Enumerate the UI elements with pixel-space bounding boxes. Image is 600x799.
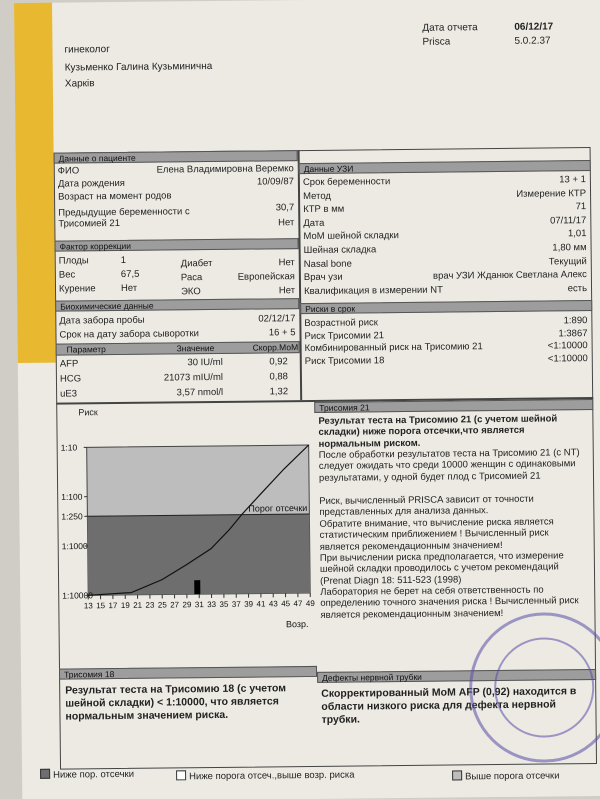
report-date-label: Дата отчета bbox=[422, 22, 478, 34]
race-label: Раса bbox=[180, 272, 203, 284]
ue3-mom: 1,32 bbox=[269, 386, 289, 398]
city: Харків bbox=[64, 78, 95, 90]
hcg-name: HCG bbox=[59, 373, 82, 385]
col-param: Параметр bbox=[66, 344, 106, 355]
y-tick-0: 1:10 bbox=[60, 442, 78, 453]
legend-below-above-age-label: Ниже порога отсеч.,выше возр. риска bbox=[189, 769, 355, 783]
report-date: 06/12/17 bbox=[514, 21, 554, 33]
risk-label-3: Риск Трисомии 18 bbox=[304, 354, 385, 367]
x-tick-8: 29 bbox=[182, 600, 192, 610]
x-tick-6: 25 bbox=[157, 600, 167, 610]
ultrasound-label-7: Врач узи bbox=[303, 271, 343, 284]
x-tick-5: 23 bbox=[145, 600, 155, 610]
x-tick-9: 31 bbox=[194, 600, 204, 610]
afp-name: AFP bbox=[59, 358, 79, 370]
hcg-value: 21073 mIU/ml bbox=[163, 371, 224, 384]
race-value: Европейская bbox=[237, 271, 295, 283]
legend-above-label: Выше порога отсечки bbox=[465, 770, 560, 783]
risks-section-title: Риски в срок bbox=[300, 300, 592, 314]
ultrasound-value-7: врач УЗИ Жданюк Светлана Алекс bbox=[432, 269, 587, 282]
risk-value-3: <1:10000 bbox=[547, 352, 588, 364]
ntd-section-title: Дефекты нервной трубки bbox=[317, 669, 596, 683]
ultrasound-label-0: Срок беременности bbox=[302, 176, 391, 189]
fetuses-label: Плоды bbox=[58, 255, 89, 267]
col-mom: Скорр.МоМ bbox=[252, 342, 299, 353]
birth-date-label: Дата рождения bbox=[57, 177, 125, 190]
afp-mom: 0,92 bbox=[269, 356, 288, 368]
x-tick-2: 17 bbox=[108, 601, 118, 611]
ivf-label: ЭКО bbox=[180, 286, 201, 298]
biochem-section-title: Биохимические данные bbox=[55, 298, 299, 312]
ultrasound-label-3: Дата bbox=[303, 217, 325, 229]
ultrasound-value-5: 1,80 мм bbox=[552, 242, 587, 254]
x-tick-18: 49 bbox=[305, 598, 315, 609]
t21-section-title: Трисомия 21 bbox=[314, 399, 593, 413]
ultrasound-value-3: 07/11/17 bbox=[549, 214, 587, 227]
t21-note-1: После обработки результатов теста на Трисомию 21 (с NT) следует ожидать что среди 10000 женщин с одинаковыми результатами, у одной будет плод с Трисомией 21 bbox=[318, 447, 580, 484]
legend-below bbox=[40, 768, 134, 781]
report-page bbox=[14, 0, 600, 799]
x-tick-14: 41 bbox=[256, 599, 266, 609]
software-name: Prisca bbox=[422, 36, 451, 48]
ue3-name: uE3 bbox=[60, 388, 78, 400]
t21-note-3: Обратите внимание, что вычисление риска является статистическим приближением ! Вычисленный риск является рекомендационным значением! bbox=[319, 516, 554, 553]
ultrasound-label-8: Квалификация в измерении NT bbox=[303, 284, 443, 297]
prev-t21-value: Нет bbox=[278, 217, 295, 229]
ue3-value: 3,57 nmol/l bbox=[176, 386, 224, 399]
birth-date: 10/09/87 bbox=[256, 176, 294, 188]
legend-light-swatch bbox=[452, 770, 462, 780]
serum-term: 16 + 5 bbox=[268, 327, 296, 339]
col-value: Значение bbox=[176, 342, 215, 354]
clinic-stamp-inner bbox=[494, 637, 595, 738]
age-label: Возраст на момент родов bbox=[57, 190, 172, 203]
y-tick-4: 1:10000 bbox=[62, 590, 94, 601]
ultrasound-label-5: Шейная складка bbox=[303, 244, 377, 257]
ultrasound-label-1: Метод bbox=[302, 190, 331, 202]
t18-section-title: Трисомия 18 bbox=[59, 666, 317, 680]
ultrasound-value-4: 1,01 bbox=[567, 228, 587, 240]
sample-date: 02/12/17 bbox=[258, 313, 296, 325]
x-tick-3: 19 bbox=[120, 600, 130, 610]
smoking-label: Курение bbox=[58, 283, 96, 295]
x-tick-16: 45 bbox=[281, 599, 291, 609]
doctor-specialty: гинеколог bbox=[64, 44, 110, 56]
ultrasound-section-title: Данные УЗИ bbox=[299, 160, 591, 174]
weight-value: 67,5 bbox=[120, 268, 140, 280]
x-tick-7: 27 bbox=[170, 600, 180, 610]
t21-note-2: Риск, вычисленный PRISCA зависит от точности представленных для анализа данных. bbox=[319, 493, 534, 519]
legend-above bbox=[452, 769, 559, 782]
hcg-mom: 0,88 bbox=[269, 371, 289, 383]
patient-age-marker bbox=[194, 580, 200, 594]
y-tick-1: 1:100 bbox=[61, 491, 83, 502]
ivf-value: Нет bbox=[278, 285, 296, 297]
risk-chart bbox=[58, 415, 316, 648]
weight-label: Вес bbox=[58, 269, 76, 281]
x-tick-15: 43 bbox=[268, 599, 278, 609]
ultrasound-label-4: МоМ шейной складки bbox=[303, 230, 399, 243]
doctor-name: Кузьменко Галина Кузьминична bbox=[64, 60, 213, 74]
patient-section-title: Данные о пациенте bbox=[54, 150, 298, 164]
risk-value-0: 1:890 bbox=[563, 315, 588, 327]
x-tick-4: 21 bbox=[133, 600, 143, 610]
prev-t21-label: Предыдущие беременности с Трисомией 21 bbox=[58, 206, 190, 230]
x-tick-13: 39 bbox=[244, 599, 254, 609]
legend-dark-swatch bbox=[40, 769, 50, 779]
patient-name: Елена Владимировна Веремко bbox=[156, 163, 294, 176]
ultrasound-value-0: 13 + 1 bbox=[559, 174, 586, 186]
smoking-value: Нет bbox=[120, 282, 138, 294]
y-tick-3: 1:1000 bbox=[61, 540, 88, 552]
software-version: 5.0.2.37 bbox=[514, 35, 551, 47]
chart-title: Риск bbox=[78, 407, 98, 418]
risk-label-1: Риск Трисомии 21 bbox=[304, 329, 385, 342]
x-tick-10: 33 bbox=[207, 599, 217, 610]
y-tick-2: 1:250 bbox=[61, 511, 83, 522]
sample-date-label: Дата забора пробы bbox=[59, 314, 145, 327]
correction-section-title: Фактор коррекции bbox=[55, 238, 299, 252]
x-tick-12: 37 bbox=[231, 599, 241, 609]
t21-note-5: Лаборатория не берет на себя ответственность по определению точного значения риска ! Вычисленный риск является рекомендационным значением! bbox=[320, 584, 579, 621]
diabetes-value: Нет bbox=[278, 257, 295, 269]
ultrasound-value-2: 71 bbox=[575, 201, 587, 213]
x-tick-11: 35 bbox=[219, 599, 229, 609]
x-axis-label: Возр. bbox=[285, 619, 309, 630]
t21-result: Результат теста на Трисомию 21 (с учетом шейной складки) ниже порога отсечки,что является нормальным риском. bbox=[318, 413, 558, 450]
serum-term-label: Срок на дату забора сыворотки bbox=[59, 328, 199, 341]
x-tick-17: 47 bbox=[293, 599, 303, 609]
legend-below-label: Ниже пор. отсечки bbox=[53, 768, 135, 781]
fetuses-value: 1 bbox=[120, 254, 127, 266]
ntd-result: Скорректированный МоМ AFP (0,92) находится в области низкого риска для дефекта нервной трубки. bbox=[321, 685, 577, 726]
diabetes-label: Диабет bbox=[180, 258, 213, 270]
legend-white-swatch bbox=[176, 770, 186, 780]
ultrasound-value-1: Измерение КТР bbox=[516, 187, 587, 200]
patient-name-label: ФИО bbox=[57, 165, 80, 177]
t18-result: Результат теста на Трисомию 18 (с учетом шейной складки) < 1:10000, что является нормальным значением риска. bbox=[65, 682, 287, 723]
ultrasound-label-2: КТР в мм bbox=[303, 203, 345, 216]
ultrasound-label-6: Nasal bone bbox=[303, 258, 352, 270]
folder-edge bbox=[14, 3, 56, 363]
risk-value-2: <1:10000 bbox=[547, 340, 588, 352]
threshold-label: Порог отсечки bbox=[248, 502, 308, 514]
afp-value: 30 IU/ml bbox=[187, 356, 223, 369]
t21-note-4: При вычислении риска предполагается, что измерение шейной складки проводилось с учетом рекомендаций (Prenat Diagn 18: 511-523 (1998) bbox=[319, 550, 564, 587]
ultrasound-value-8: есть bbox=[567, 282, 588, 295]
biochem-table-header bbox=[56, 341, 300, 356]
risk-value-1: 1:3867 bbox=[558, 327, 588, 339]
age-value: 30,7 bbox=[275, 202, 295, 214]
risk-label-2: Комбинированный риск на Трисомию 21 bbox=[304, 341, 483, 355]
risk-label-0: Возрастной риск bbox=[304, 317, 378, 330]
legend-below-above-age bbox=[176, 769, 354, 783]
x-tick-0: 13 bbox=[83, 601, 93, 611]
ultrasound-value-6: Текущий bbox=[548, 255, 587, 268]
x-tick-1: 15 bbox=[96, 601, 106, 611]
